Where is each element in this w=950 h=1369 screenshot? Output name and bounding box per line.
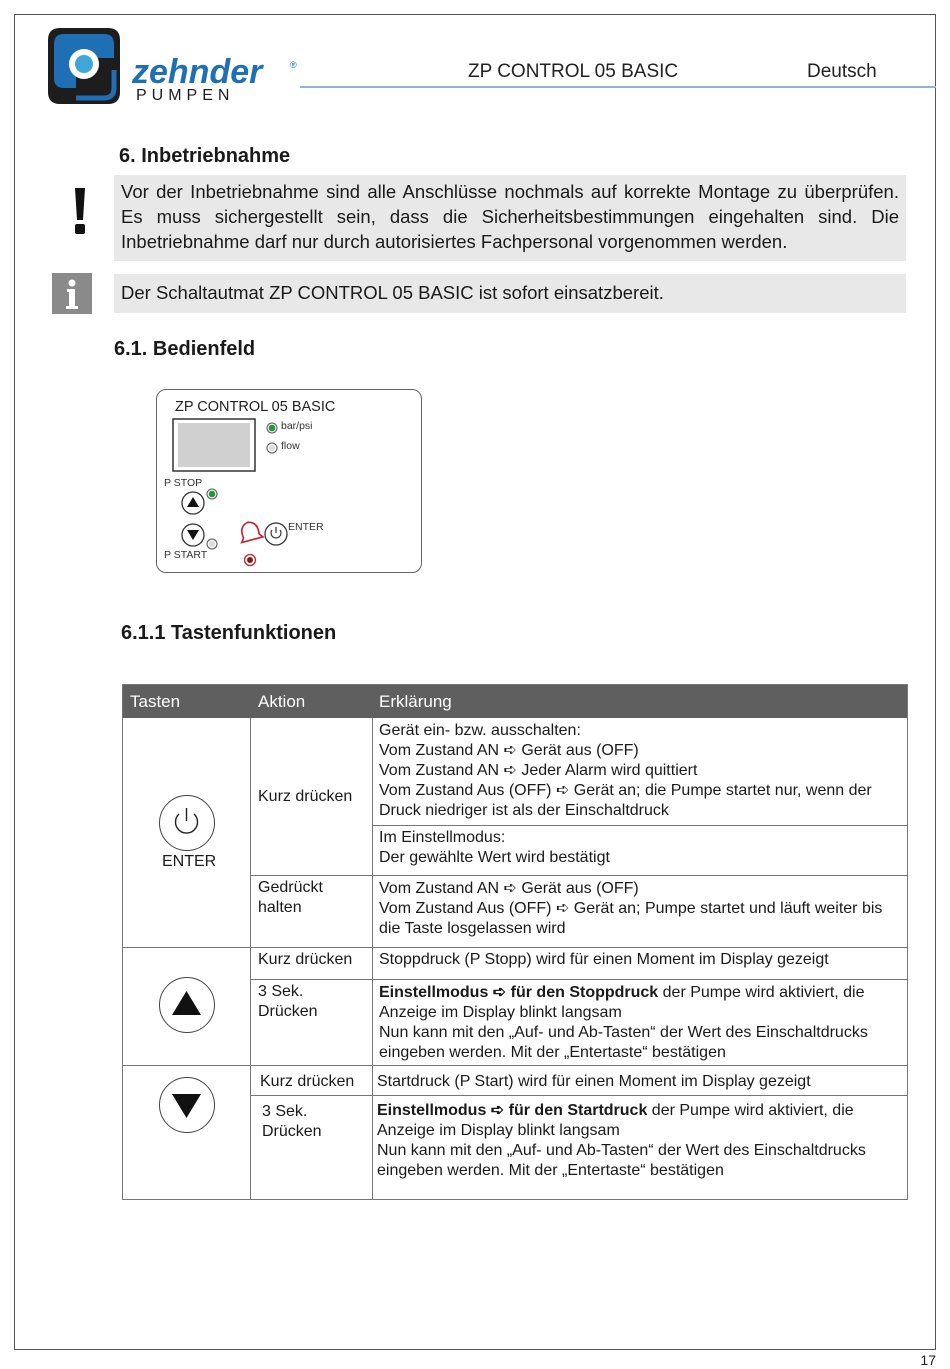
exclamation-icon [68, 186, 92, 236]
row-divider [250, 1095, 907, 1096]
warning-note: Vor der Inbetriebnahme sind alle Anschlüsse nochmals auf korrekte Montage zu überprüfen. Es muss sichergestellt sein, dass die Sicherheitsbestimmungen eingehalten sind. Die Inbetriebnahme darf nur durch autorisiertes Fachpersonal vorgenommen werden. [114, 175, 906, 261]
svg-text:zehnder: zehnder [132, 53, 263, 91]
section-heading-inbetriebnahme: 6. Inbetriebnahme [119, 145, 291, 167]
power-button-icon [265, 523, 287, 545]
table-header [123, 685, 907, 718]
enter-hold-explanation: Vom Zustand AN ➪ Gerät aus (OFF) Vom Zustand Aus (OFF) ➪ Gerät an; Pumpe startet und läuft weiter bis die Taste losgelassen wird [379, 880, 883, 937]
document-title: ZP CONTROL 05 BASIC [468, 61, 679, 82]
down-key-symbol [159, 1077, 215, 1133]
section-heading-tastenfunktionen: 6.1.1 Tastenfunktionen [121, 622, 337, 644]
enter-hold-action: Gedrückt halten [258, 879, 323, 916]
label-p-start: P START [164, 549, 208, 561]
down-short-action: Kurz drücken [260, 1073, 355, 1090]
header-aktion: Aktion [258, 692, 306, 711]
led-label-bar-psi: bar/psi [281, 420, 313, 432]
label-enter: ENTER [288, 521, 324, 533]
key-functions-table [122, 684, 908, 1200]
enter-key-label: ENTER [162, 853, 217, 870]
enter-short-action: Kurz drücken [258, 788, 353, 805]
page-number: 17 [920, 1352, 936, 1368]
down-long-explanation: Einstellmodus ➪ für den Startdruck der Pumpe wird aktiviert, die Anzeige im Display blinkt langsam Nun kann mit den „Auf- und Ab-Tasten“ der Wert des Einschaltdrucks eingeben werden. Mit der „Entertaste“ bestätigen [377, 1102, 866, 1179]
label-p-stop: P STOP [164, 477, 203, 489]
up-key-symbol [159, 977, 215, 1033]
up-long-action: 3 Sek. Drücken [258, 983, 318, 1020]
header-divider [300, 86, 936, 88]
power-icon [160, 796, 213, 849]
document-language: Deutsch [807, 61, 877, 82]
zehnder-logo [46, 26, 306, 106]
row-divider [123, 1065, 907, 1066]
down-long-action: 3 Sek. Drücken [262, 1103, 322, 1140]
column-divider [250, 718, 251, 1199]
info-note: Der Schaltautmat ZP CONTROL 05 BASIC ist sofort einsatzbereit. [114, 274, 906, 313]
alarm-bell-icon [237, 519, 263, 565]
column-divider [372, 718, 373, 1199]
led-label-flow: flow [281, 440, 300, 452]
display-screen [173, 419, 255, 471]
svg-text:PUMPEN: PUMPEN [136, 87, 235, 104]
enter-short-explanation: Gerät ein- bzw. ausschalten: Vom Zustand AN ➪ Gerät aus (OFF) Vom Zustand AN ➪ Jeder Alarm wird quittiert Vom Zustand Aus (OFF) ➪ Gerät an; die Pumpe startet nur, wenn der Druck niedriger ist als der Einschaltdruck [379, 722, 872, 819]
panel-title: ZP CONTROL 05 BASIC [175, 399, 336, 415]
row-divider [250, 875, 907, 876]
header-tasten: Tasten [130, 692, 181, 711]
section-heading-bedienfeld: 6.1. Bedienfeld [114, 338, 256, 360]
enter-settings-explanation: Im Einstellmodus: Der gewählte Wert wird bestätigt [379, 829, 610, 866]
up-triangle-icon [160, 978, 213, 1031]
enter-key-symbol [159, 795, 215, 851]
up-long-explanation: Einstellmodus ➪ für den Stoppdruck der Pumpe wird aktiviert, die Anzeige im Display blinkt langsam Nun kann mit den „Auf- und Ab-Tasten“ der Wert des Einschaltdrucks eingeben werden. Mit der „Entertaste“ bestätigen [379, 984, 868, 1061]
control-panel-diagram [156, 389, 422, 573]
svg-text:®: ® [290, 60, 297, 70]
row-divider [372, 825, 907, 826]
down-short-explanation: Startdruck (P Start) wird für einen Moment im Display gezeigt [377, 1073, 811, 1090]
up-short-action: Kurz drücken [258, 951, 353, 968]
down-button-icon [182, 524, 204, 546]
down-triangle-icon [160, 1078, 213, 1131]
up-short-explanation: Stoppdruck (P Stopp) wird für einen Moment im Display gezeigt [379, 951, 829, 968]
row-divider [250, 979, 907, 980]
row-divider [123, 947, 907, 948]
header-erklaerung: Erklärung [379, 692, 452, 711]
up-button-icon [182, 492, 204, 514]
info-icon [52, 273, 92, 314]
